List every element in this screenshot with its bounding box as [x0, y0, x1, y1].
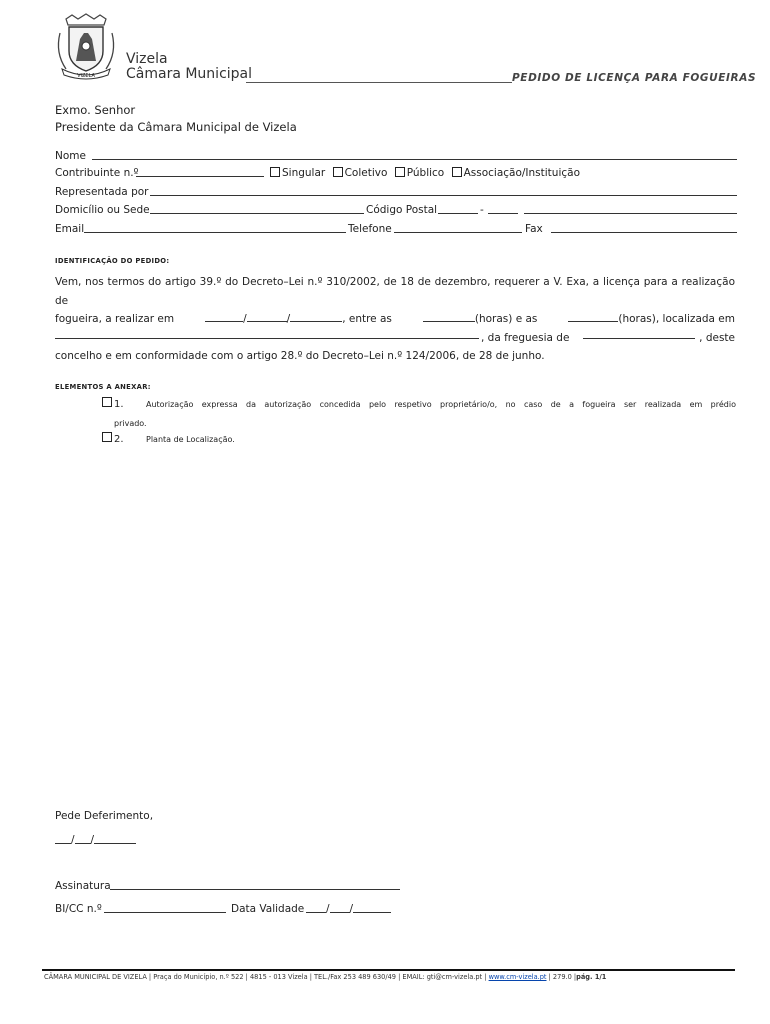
date-day-field[interactable] [205, 312, 243, 322]
request-text-fogueira: fogueira, a realizar em [55, 313, 175, 326]
request-section-heading: IDENTIFICAÇÃO DO PEDIDO: [55, 257, 170, 265]
attachment-1-continuation: privado. [114, 419, 147, 428]
request-text-localizada: (horas), localizada em [618, 313, 735, 326]
assinatura-label: Assinatura [55, 880, 111, 892]
domicilio-label: Domicílio ou Sede [55, 204, 150, 216]
validade-sep-2: / [349, 903, 354, 915]
footer [44, 973, 606, 981]
contribuinte-field[interactable] [136, 167, 264, 177]
org-name-line1: Vizela [126, 51, 168, 67]
email-field[interactable] [84, 223, 346, 233]
request-text-deste: , deste [699, 331, 735, 344]
bicc-label: BI/CC n.º [55, 903, 102, 915]
associacao-checkbox[interactable] [452, 167, 462, 177]
footer-website-link[interactable]: www.cm-vizela.pt [488, 973, 547, 981]
date-year-field[interactable] [290, 312, 342, 322]
footer-code: | 279.0 | [548, 973, 577, 981]
logo-ribbon-text: VIZELA [77, 73, 95, 79]
codigo-postal-field-1[interactable] [438, 204, 478, 214]
singular-checkbox[interactable] [270, 167, 280, 177]
closing-year-field[interactable] [94, 834, 136, 844]
fax-field[interactable] [551, 223, 737, 233]
request-line4: concelho e em conformidade com o artigo 28.º do Decreto–Lei n.º 124/2006, de 28 de junho. [55, 350, 545, 363]
end-hour-field[interactable] [568, 312, 618, 322]
telefone-label: Telefone [348, 223, 392, 235]
request-line1: Vem, nos termos do artigo 39.º do Decreto–Lei n.º 310/2002, de 18 de dezembro, requerer a V. Exa, a licença para a realização de [55, 276, 735, 307]
attachments-heading: ELEMENTOS A ANEXAR: [55, 383, 151, 391]
addressee-line2: Presidente da Câmara Municipal de Vizela [55, 120, 297, 134]
validade-year-field[interactable] [353, 903, 391, 913]
entity-type-options [266, 167, 580, 179]
date-month-field[interactable] [247, 312, 287, 322]
contribuinte-label: Contribuinte n.º [55, 167, 139, 179]
request-paragraph [55, 273, 735, 366]
municipal-coat-of-arms-logo [52, 13, 120, 81]
freguesia-field[interactable] [583, 329, 695, 339]
publico-checkbox[interactable] [395, 167, 405, 177]
fax-label: Fax [525, 223, 543, 235]
associacao-label: Associação/Instituição [463, 167, 580, 179]
validade-date [306, 903, 391, 915]
title-rule [246, 70, 512, 83]
representada-field[interactable] [150, 186, 737, 196]
attachment-2-text: Planta de Localização. [146, 435, 235, 444]
attachment-item-2 [100, 432, 736, 445]
attachment-1-number: 1. [114, 399, 124, 410]
addressee-line1: Exmo. Senhor [55, 103, 136, 117]
nome-field[interactable] [92, 150, 737, 160]
coletivo-checkbox[interactable] [333, 167, 343, 177]
localidade-field[interactable] [524, 204, 737, 214]
representada-label: Representada por [55, 186, 149, 198]
date-sep-1: / [243, 313, 247, 326]
domicilio-field[interactable] [150, 204, 364, 214]
document-title: PEDIDO DE LICENÇA PARA FOGUEIRAS [512, 72, 757, 84]
bicc-field[interactable] [104, 903, 226, 913]
attachment-1-checkbox[interactable] [102, 397, 112, 407]
attachment-2-number: 2. [114, 434, 124, 445]
attachment-item-1 [100, 397, 736, 428]
closing-date [55, 834, 136, 846]
attachment-1-text: Autorização expressa da autorização concedida pelo respetivo proprietário/o, no caso de a fogueira ser realizada em prédio [146, 400, 736, 409]
request-line2 [55, 310, 735, 329]
request-text-entre: , entre as [342, 313, 392, 326]
attachment-2-checkbox[interactable] [102, 432, 112, 442]
coletivo-label: Coletivo [344, 167, 388, 179]
nome-label: Nome [55, 150, 86, 162]
request-text-freguesia: , da freguesia de [481, 331, 570, 344]
publico-label: Público [406, 167, 445, 179]
codigo-postal-field-2[interactable] [488, 204, 518, 214]
request-text-horas-1: (horas) e as [474, 313, 538, 326]
closing-day-field[interactable] [55, 834, 71, 844]
org-name-line2: Câmara Municipal [126, 66, 253, 82]
closing-month-field[interactable] [75, 834, 91, 844]
validade-month-field[interactable] [330, 903, 350, 913]
validade-label: Data Validade [231, 903, 305, 915]
footer-contact-text: CÂMARA MUNICIPAL DE VIZELA | Praça do Município, n.º 522 | 4815 - 013 Vizela | TEL./Fax 253 489 630/49 | EMAIL: gti@cm-vizela.pt | [44, 973, 487, 981]
assinatura-field[interactable] [110, 880, 400, 890]
closing-date-sep-2: / [90, 834, 95, 846]
validade-day-field[interactable] [306, 903, 326, 913]
telefone-field[interactable] [394, 223, 522, 233]
location-field[interactable] [55, 329, 479, 339]
request-line3 [55, 329, 735, 348]
singular-label: Singular [282, 167, 326, 179]
pede-deferimento: Pede Deferimento, [55, 810, 154, 822]
date-sep-2: / [286, 313, 291, 326]
closing-date-sep-1: / [71, 834, 75, 846]
footer-page-number: pág. 1/1 [576, 973, 607, 981]
footer-rule [42, 969, 735, 971]
start-hour-field[interactable] [423, 312, 475, 322]
codigo-postal-label: Código Postal [366, 204, 438, 216]
codigo-postal-separator: - [480, 204, 484, 216]
validade-sep-1: / [326, 903, 330, 915]
email-label: Email [55, 223, 85, 235]
